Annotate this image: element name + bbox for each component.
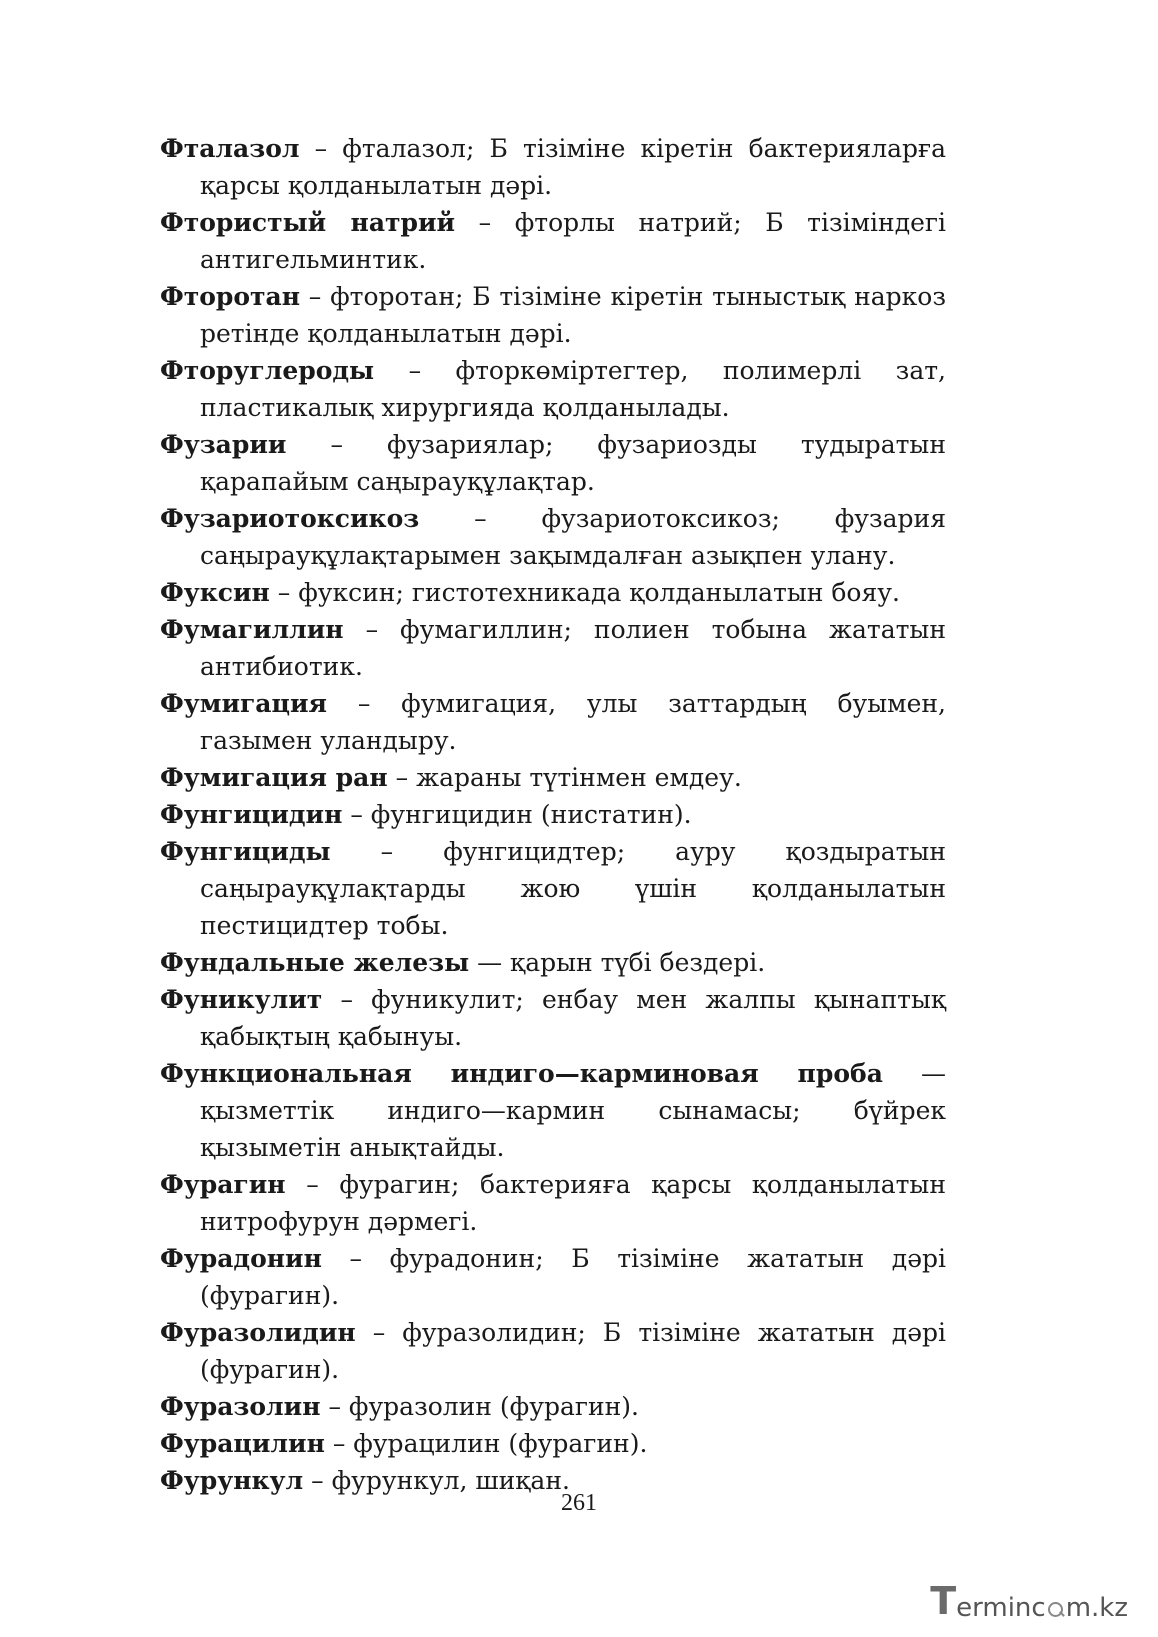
entry-definition: – фунгицидтер; ауру қоздыратын саңырауқұлақтарды жою үшін қолданылатын пестицидтер тобы. <box>200 837 946 940</box>
page-number: 261 <box>561 1490 597 1516</box>
entry-definition: – фуразолин (фурагин). <box>320 1392 639 1421</box>
entry-term: Фунгициды <box>160 837 331 866</box>
entry-definition: – фурадонин; Б тізіміне жататын дәрі (фурагин). <box>200 1244 946 1310</box>
entry-definition: – фурацилин (фурагин). <box>324 1429 648 1458</box>
entry-term: Фурагин <box>160 1170 286 1199</box>
entry-term: Фтористый натрий <box>160 208 456 237</box>
entry-definition: – фурункул, шиқан. <box>303 1466 570 1495</box>
entry-definition: – фумагиллин; полиен тобына жататын антибиотик. <box>200 615 946 681</box>
entry-term: Фуразолидин <box>160 1318 356 1347</box>
watermark-t-letter: T <box>930 1579 957 1623</box>
entry-definition: – жараны түтінмен емдеу. <box>387 763 742 792</box>
dictionary-entry <box>160 981 946 1055</box>
entry-definition: – фторотан; Б тізіміне кіретін тыныстық наркоз ретінде қолданылатын дәрі. <box>200 282 946 348</box>
dictionary-entry <box>160 944 946 981</box>
entry-definition: – фуникулит; енбау мен жалпы қынаптық қабықтың қабынуы. <box>200 985 946 1051</box>
dictionary-entry <box>160 1166 946 1240</box>
dictionary-entry <box>160 1314 946 1388</box>
entry-term: Фузариотоксикоз <box>160 504 420 533</box>
dictionary-entry <box>160 426 946 500</box>
entry-definition: – фурагин; бактерияға қарсы қолданылатын нитрофурун дәрмегі. <box>200 1170 946 1236</box>
dictionary-entry <box>160 204 946 278</box>
entry-definition: – фумигация, улы заттардың буымен, газымен уландыру. <box>200 689 946 755</box>
dictionary-entry <box>160 796 946 833</box>
entry-term: Фурацилин <box>160 1429 325 1458</box>
dictionary-entry <box>160 1425 946 1462</box>
dictionary-entry <box>160 278 946 352</box>
entry-term: Фумигация ран <box>160 763 388 792</box>
entry-term: Фузарии <box>160 430 287 459</box>
entry-definition: – фторкөміртегтер, полимерлі зат, пластикалық хирургияда қолданылады. <box>200 356 946 422</box>
entry-term: Фторуглероды <box>160 356 375 385</box>
entry-definition: – фуразолидин; Б тізіміне жататын дәрі (фурагин). <box>200 1318 946 1384</box>
dictionary-entry <box>160 833 946 944</box>
watermark-text-part1: erminc <box>956 1593 1046 1623</box>
entry-term: Фумагиллин <box>160 615 344 644</box>
dictionary-entry <box>160 130 946 204</box>
entry-definition: – фузариотоксикоз; фузария саңырауқұлақтарымен зақымдалған азықпен улану. <box>200 504 946 570</box>
magnifier-icon <box>1047 1601 1065 1619</box>
entry-term: Функциональная индиго—карминовая проба <box>160 1059 883 1088</box>
entry-term: Фталазол <box>160 134 300 163</box>
dictionary-entry <box>160 574 946 611</box>
entry-definition: — қарын түбі бездері. <box>469 948 766 977</box>
entry-definition: – фуксин; гистотехникада қолданылатын бояу. <box>269 578 900 607</box>
dictionary-entry <box>160 1240 946 1314</box>
dictionary-entry <box>160 685 946 759</box>
dictionary-entry <box>160 1388 946 1425</box>
entry-term: Фуразолин <box>160 1392 321 1421</box>
dictionary-page <box>160 130 946 1499</box>
entry-term: Фурадонин <box>160 1244 322 1273</box>
dictionary-entry <box>160 1055 946 1166</box>
entry-term: Фунгицидин <box>160 800 343 829</box>
entry-definition: – фузариялар; фузариозды тудыратын қарапайым саңырауқұлақтар. <box>200 430 946 496</box>
entry-term: Фундальные железы <box>160 948 470 977</box>
entry-definition: — қызметтік индиго—кармин сынамасы; бүйрек қызыметін анықтайды. <box>200 1059 946 1162</box>
entry-term: Фумигация <box>160 689 327 718</box>
site-watermark <box>930 1579 1128 1623</box>
dictionary-entry <box>160 759 946 796</box>
entry-term: Фуникулит <box>160 985 323 1014</box>
dictionary-entry <box>160 611 946 685</box>
entry-definition: – фталазол; Б тізіміне кіретін бактерияларға қарсы қолданылатын дәрі. <box>200 134 946 200</box>
entry-definition: – фторлы натрий; Б тізіміндегі антигельминтик. <box>200 208 946 274</box>
entry-term: Фурункул <box>160 1466 304 1495</box>
dictionary-entry <box>160 500 946 574</box>
entry-term: Фторотан <box>160 282 301 311</box>
watermark-text-part2: m.kz <box>1065 1593 1128 1623</box>
dictionary-entry <box>160 352 946 426</box>
entry-term: Фуксин <box>160 578 270 607</box>
entry-definition: – фунгицидин (нистатин). <box>342 800 692 829</box>
